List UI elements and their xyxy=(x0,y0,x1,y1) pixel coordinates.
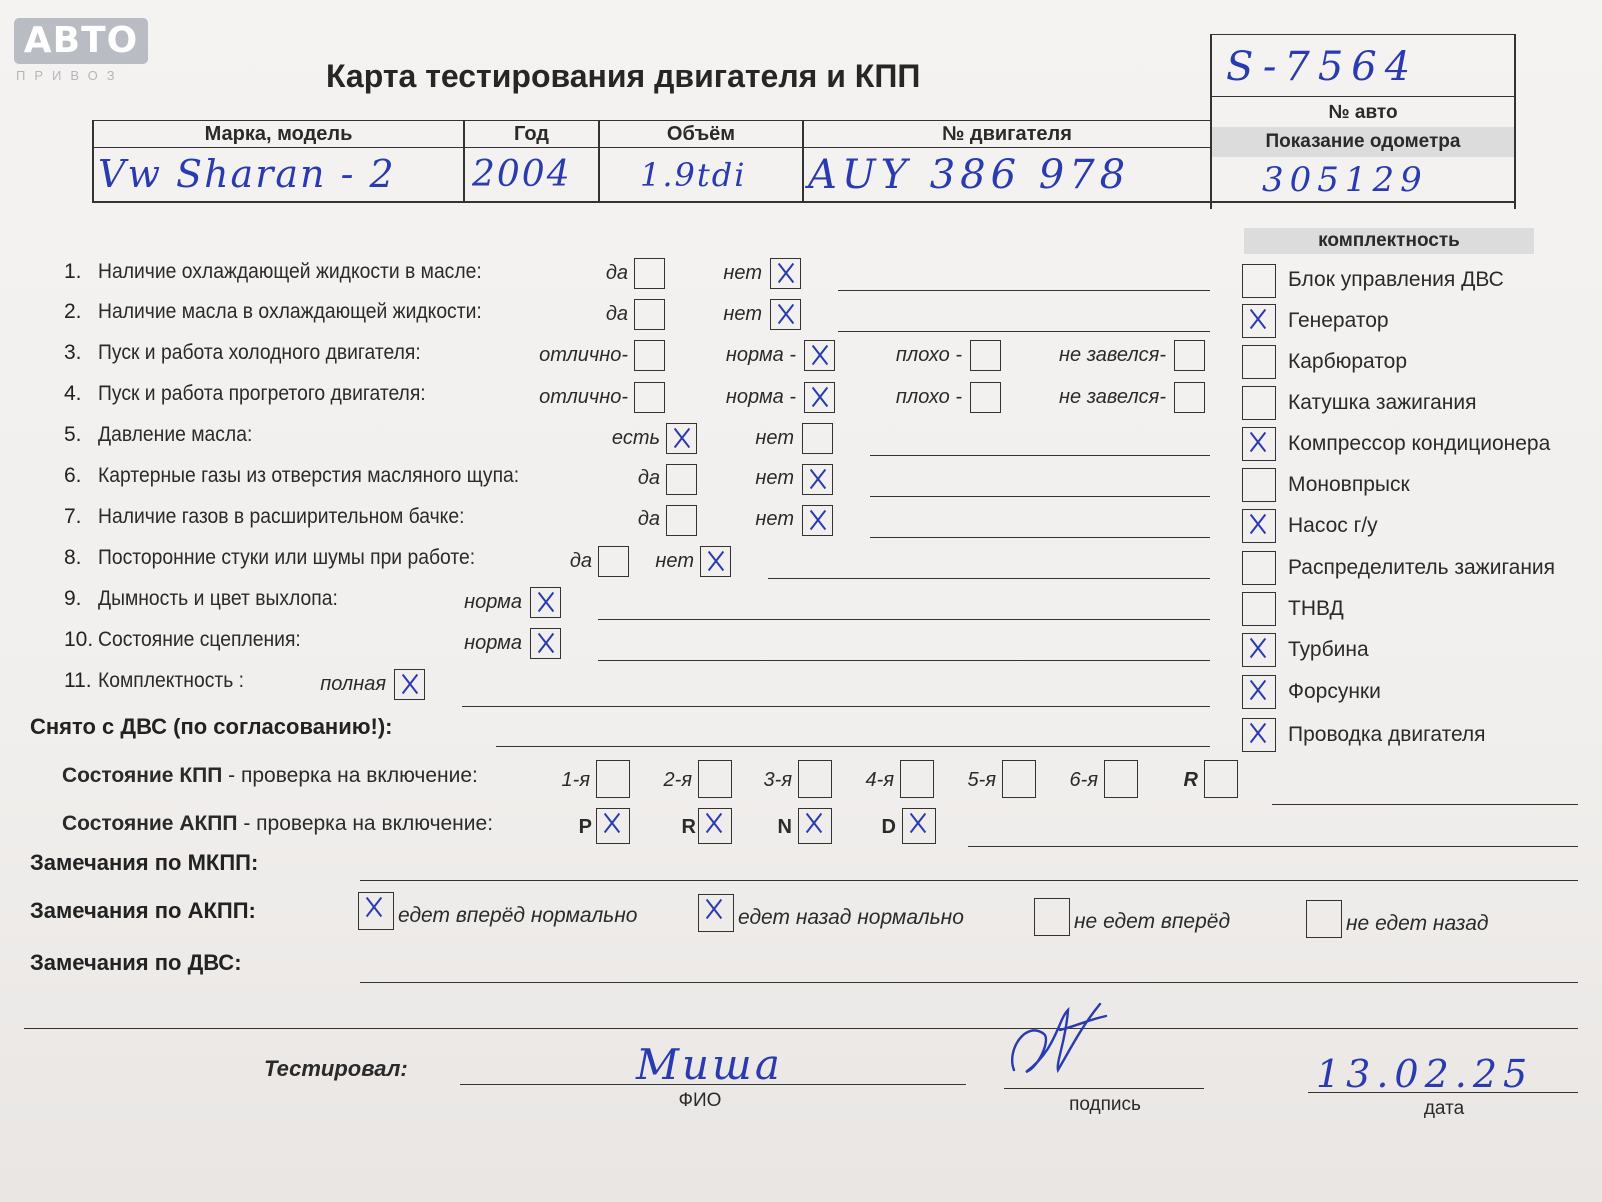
item-number: 4. xyxy=(64,382,82,405)
checkbox-oil-in-coolant-no[interactable] xyxy=(770,299,801,330)
item-number: 9. xyxy=(64,587,82,610)
option-label: нет xyxy=(723,262,762,284)
kpp-gear-checkbox[interactable] xyxy=(596,760,630,798)
option-label: не завелся- xyxy=(1059,386,1166,408)
record-id-label: № авто xyxy=(1328,102,1398,123)
kit-item-label: Распределитель зажигания xyxy=(1288,556,1556,579)
akpp-label: Состояние АКПП xyxy=(62,812,238,835)
option-label: норма xyxy=(464,632,522,654)
kit-checkbox[interactable] xyxy=(1242,427,1276,461)
column-engine-number-header: № двигателя xyxy=(942,123,1072,145)
item-number: 5. xyxy=(64,423,82,446)
item-question: Посторонние стуки или шумы при работе: xyxy=(98,546,476,569)
option-label: нет xyxy=(755,467,794,489)
akpp-remarks-label: Замечания по АКПП: xyxy=(30,898,256,923)
kit-item-label: Проводка двигателя xyxy=(1288,723,1486,746)
kpp-gear-checkbox[interactable] xyxy=(698,760,732,798)
akpp-forward-ok-checkbox[interactable] xyxy=(358,892,394,930)
odometer-label: Показание одометра xyxy=(1265,131,1461,152)
option-label: да xyxy=(605,303,628,325)
checkbox-oil-pressure-yes[interactable] xyxy=(666,423,697,454)
removed-parts-field[interactable] xyxy=(496,746,1210,747)
akpp-option-label: едет вперёд нормально xyxy=(398,904,638,927)
checkbox-clutch-normal[interactable] xyxy=(530,628,561,659)
item-question: Наличие газов в расширительном бачке: xyxy=(98,505,465,528)
tester-name: Миша xyxy=(636,1040,783,1089)
date-field[interactable] xyxy=(1308,1092,1578,1093)
kit-item-label: Компрессор кондиционера xyxy=(1288,432,1551,455)
checkbox-crankcase-gases-no[interactable] xyxy=(802,464,833,495)
akpp-option-label: едет назад нормально xyxy=(738,906,964,929)
checkbox-noise-no[interactable] xyxy=(700,546,731,577)
date-caption: дата xyxy=(1423,1098,1465,1119)
option-label: отлично- xyxy=(539,386,628,408)
logo: АВТО xyxy=(14,18,148,64)
item-question: Состояние сцепления: xyxy=(98,628,301,651)
column-volume-header: Объём xyxy=(666,123,736,145)
item-number: 2. xyxy=(64,300,82,323)
kpp-gear-checkbox[interactable] xyxy=(798,760,832,798)
engine-number-value: AUY 386 978 xyxy=(808,152,1131,198)
kit-checkbox[interactable] xyxy=(1242,718,1276,752)
akpp-gear-checkbox[interactable] xyxy=(596,808,630,844)
item-number: 11. xyxy=(64,669,92,692)
akpp-gear-checkbox[interactable] xyxy=(698,808,732,844)
option-label: нет xyxy=(655,550,694,572)
dvs-remarks-label: Замечания по ДВС: xyxy=(30,950,242,975)
mkpp-remarks-field[interactable] xyxy=(360,880,1578,881)
checkbox-cold-start-failed[interactable] xyxy=(1174,340,1205,371)
item-number: 10. xyxy=(64,628,94,651)
akpp-backward-ok-checkbox[interactable] xyxy=(698,894,734,932)
signature-field[interactable] xyxy=(1004,1088,1204,1089)
kit-checkbox[interactable] xyxy=(1242,633,1276,667)
item-number: 1. xyxy=(64,260,82,283)
item-question: Наличие масла в охлаждающей жидкости: xyxy=(98,300,482,323)
option-label: не завелся- xyxy=(1059,344,1166,366)
kit-checkbox[interactable] xyxy=(1242,264,1276,298)
signature-image xyxy=(996,990,1116,1090)
item-number: 7. xyxy=(64,505,82,528)
gear-label: 5-я xyxy=(967,769,996,791)
kit-item-label: Блок управления ДВС xyxy=(1288,268,1504,291)
option-label: нет xyxy=(755,427,794,449)
kit-checkbox[interactable] xyxy=(1242,304,1276,338)
option-label: нет xyxy=(723,303,762,325)
logo-subtitle: ПРИВОЗ xyxy=(16,68,124,83)
checkbox-warm-start-bad[interactable] xyxy=(970,382,1001,413)
option-label: есть xyxy=(611,427,660,449)
item-question: Дымность и цвет выхлопа: xyxy=(98,587,338,610)
kpp-gear-checkbox[interactable] xyxy=(1204,760,1238,798)
item-question: Давление масла: xyxy=(98,423,253,446)
item-question: Пуск и работа прогретого двигателя: xyxy=(98,382,426,405)
kit-item-label: Моновпрыск xyxy=(1288,473,1410,496)
gear-label: 2-я xyxy=(663,769,692,791)
kpp-label-rest: - проверка на включение: xyxy=(222,764,478,787)
column-year-header: Год xyxy=(514,123,549,145)
option-label: нет xyxy=(755,508,794,530)
gear-label: 1-я xyxy=(561,769,590,791)
option-label: полная xyxy=(320,673,386,695)
kit-checkbox[interactable] xyxy=(1242,468,1276,502)
checkbox-warm-start-excellent[interactable] xyxy=(634,382,665,413)
checkbox-noise-yes[interactable] xyxy=(598,546,629,577)
gear-label: R xyxy=(1183,769,1198,791)
akpp-option-label: не едет вперёд xyxy=(1074,910,1231,933)
tester-name-field[interactable] xyxy=(460,1084,966,1085)
column-model-header: Марка, модель xyxy=(204,123,353,145)
checkbox-crankcase-gases-yes[interactable] xyxy=(666,464,697,495)
signature-caption: подпись xyxy=(1069,1094,1141,1115)
item-question: Пуск и работа холодного двигателя: xyxy=(98,341,421,364)
fio-caption: ФИО xyxy=(678,1090,722,1111)
option-label: да xyxy=(605,262,628,284)
checkbox-cold-start-excellent[interactable] xyxy=(634,340,665,371)
kit-item-label: Турбина xyxy=(1288,638,1369,661)
model-value: Vw Sharan - 2 xyxy=(98,152,396,196)
checkbox-oil-in-coolant-yes[interactable] xyxy=(634,299,665,330)
option-label: да xyxy=(637,508,660,530)
gear-label: R xyxy=(681,816,696,838)
checkbox-expansion-tank-gases-no[interactable] xyxy=(802,505,833,536)
gear-label: P xyxy=(578,816,592,838)
akpp-gear-checkbox[interactable] xyxy=(902,808,936,844)
checkbox-oil-pressure-no[interactable] xyxy=(802,423,833,454)
mkpp-remarks-label: Замечания по МКПП: xyxy=(30,850,259,875)
checkbox-completeness-full[interactable] xyxy=(394,669,425,700)
item-question: Наличие охлаждающей жидкости в масле: xyxy=(98,260,482,283)
year-value: 2004 xyxy=(472,154,572,195)
option-label: да xyxy=(569,550,592,572)
akpp-gear-checkbox[interactable] xyxy=(798,808,832,844)
page-title: Карта тестирования двигателя и КПП xyxy=(326,58,921,94)
kpp-gear-checkbox[interactable] xyxy=(1002,760,1036,798)
checkbox-exhaust-normal[interactable] xyxy=(530,587,561,618)
kit-checkbox[interactable] xyxy=(1242,675,1276,709)
odometer-value: 305129 xyxy=(1262,160,1428,200)
option-label: плохо - xyxy=(895,386,962,408)
item-question: Картерные газы из отверстия масляного щупа: xyxy=(98,464,520,487)
gear-label: 6-я xyxy=(1069,769,1098,791)
kit-checkbox[interactable] xyxy=(1242,345,1276,379)
kit-checkbox[interactable] xyxy=(1242,551,1276,585)
checkbox-coolant-in-oil-yes[interactable] xyxy=(634,258,665,289)
kit-item-label: Карбюратор xyxy=(1288,350,1408,373)
option-label: плохо - xyxy=(895,344,962,366)
kit-item-label: ТНВД xyxy=(1288,597,1344,620)
dvs-remarks-field[interactable] xyxy=(360,982,1578,983)
option-label: норма - xyxy=(725,386,796,408)
option-label: отлично- xyxy=(539,344,628,366)
gear-label: 3-я xyxy=(763,769,792,791)
kit-checkbox[interactable] xyxy=(1242,592,1276,626)
kpp-gear-checkbox[interactable] xyxy=(900,760,934,798)
checkbox-warm-start-normal[interactable] xyxy=(804,382,835,413)
gear-label: N xyxy=(777,816,792,838)
record-id: S-7564 xyxy=(1226,44,1419,90)
akpp-option-label: не едет назад xyxy=(1346,912,1489,935)
option-label: да xyxy=(637,467,660,489)
volume-value: 1.9tdi xyxy=(640,156,747,194)
kit-title: комплектность xyxy=(1244,228,1534,254)
kit-checkbox[interactable] xyxy=(1242,509,1276,543)
akpp-no-forward-checkbox[interactable] xyxy=(1034,898,1070,936)
checkbox-coolant-in-oil-no[interactable] xyxy=(770,258,801,289)
kit-item-label: Катушка зажигания xyxy=(1288,391,1477,414)
checkbox-cold-start-normal[interactable] xyxy=(804,340,835,371)
gear-label: D xyxy=(881,816,896,838)
akpp-no-backward-checkbox[interactable] xyxy=(1306,900,1342,938)
item-number: 6. xyxy=(64,464,82,487)
kpp-gear-checkbox[interactable] xyxy=(1104,760,1138,798)
option-label: норма xyxy=(464,591,522,613)
gear-label: 4-я xyxy=(865,769,894,791)
kit-item-label: Генератор xyxy=(1288,309,1389,332)
akpp-label-rest: - проверка на включение: xyxy=(237,812,494,835)
kpp-label: Состояние КПП xyxy=(62,764,223,787)
item-number: 8. xyxy=(64,546,82,569)
tested-by-label: Тестировал: xyxy=(264,1056,408,1081)
checkbox-warm-start-failed[interactable] xyxy=(1174,382,1205,413)
kit-checkbox[interactable] xyxy=(1242,386,1276,420)
removed-parts-label: Снято с ДВС (по согласованию!): xyxy=(30,714,393,739)
item-question: Комплектность : xyxy=(98,669,245,692)
kit-item-label: Форсунки xyxy=(1288,680,1381,703)
option-label: норма - xyxy=(725,344,796,366)
checkbox-expansion-tank-gases-yes[interactable] xyxy=(666,505,697,536)
test-date: 13.02.25 xyxy=(1316,1052,1534,1096)
item-number: 3. xyxy=(64,341,82,364)
checkbox-cold-start-bad[interactable] xyxy=(970,340,1001,371)
kit-item-label: Насос г/у xyxy=(1288,514,1378,537)
